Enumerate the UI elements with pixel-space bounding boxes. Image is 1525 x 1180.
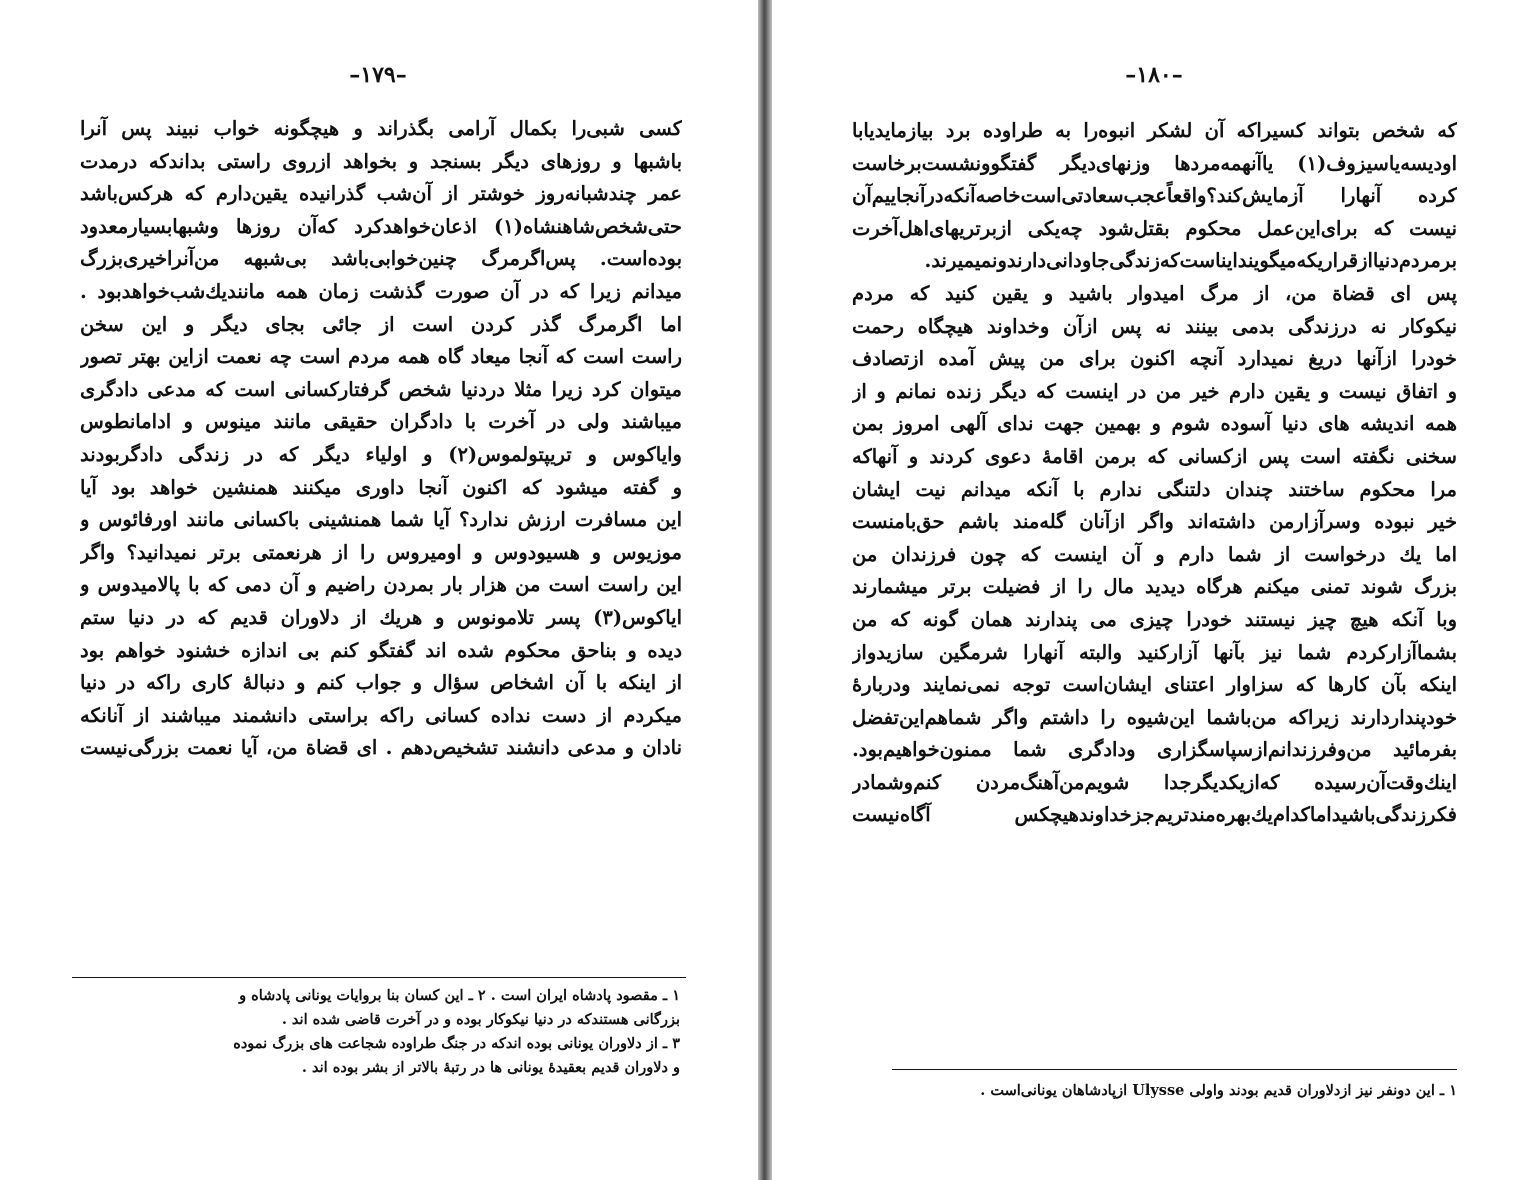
text-line: نادان و مدعی دانشند تشخیص‌دهم . ای قضاة من، آیا نعمت بزرگی‌نیست: [80, 736, 682, 760]
text-line: باشبها و روزهای دیگر بسنجد و بخواهد ازروی راستی بداندکه درمدت: [80, 149, 682, 173]
text-line: پس ای قضاة من، از مرگ امیدوار باشید و یقین کنید که مردم: [852, 281, 1457, 305]
text-line: و گفته میشود که اکنون آنجا داوری میکنند همنشین خواهد بود آیا: [80, 475, 682, 499]
page-body-text: [852, 115, 1457, 832]
footnote-line: ۱ ـ این دونفر نیز ازدلاوران قدیم بودند واولی Ulysse ازپادشاهان یونانی‌است .: [980, 1082, 1457, 1099]
text-line: خودرا ازآنها دریغ نمیدارد آنچه اکنون برای من پیش آمده ازتصادف: [852, 347, 1457, 371]
text-line: دیده و بناحق محکوم شده اند گفتگو کنم بی اندازه خشنود خواهم بود: [80, 638, 682, 662]
text-line: وبا آنکه هیچ چیز نیستند خودرا چیزی می پندارند همان گونه که من: [852, 607, 1457, 631]
text-line: اودیسه‌یاسیزوف(۱) یاآنهمه‌مردها وزنهای‌دیگر گفتگوونشست‌برخاست: [852, 151, 1457, 175]
text-line: بوده‌است. پس‌اگر‌مرگ چنین‌خوابی‌باشد بی‌شبهه من‌آنراخیری‌بزرگ: [80, 247, 682, 271]
page-number: –۱۷۹–: [349, 62, 407, 88]
text-line: ایاکوس(۳) پسر تلامونوس و هریك از دلاوران قدیم که در دنیا ستم: [80, 605, 682, 629]
text-line: اما اگر‌مرگ گذر کردن است از جائی بجای دیگر و این سخن: [80, 312, 682, 336]
text-line: این راست است من هزار بار بمردن راضیم و آن دمی که با پالامیدوس و: [80, 573, 682, 597]
book-gutter: [758, 0, 772, 1180]
footnote-rule: [72, 977, 686, 978]
text-line: مرا محکوم ساختند چندان دلتنگی ندارم با آنکه میدانم نیت ایشان: [852, 477, 1457, 501]
text-line: عمر چندشبانه‌روز خوشتر از آن‌شب گذرانیده یقین‌دارم که هرکس‌باشد: [80, 182, 682, 206]
text-line: کسی شبی‌را بکمال آرامی بگذراند و هیچگونه خواب نبیند پس آنرا: [80, 117, 682, 140]
text-line: بفرمائید من‌وفرزندانم‌ازسپاسگزاری ودادگری شما ممنون‌خواهیم‌بود.: [852, 738, 1457, 762]
text-line: موزیوس و هسیودوس و اومیروس را از هرنعمتی برتر نمیدانید؟ واگر: [80, 540, 682, 564]
text-line: فکرزندگی‌باشیداماکدام‌یك‌بهره‌مندتریم‌جزخداوندهیچکس آگاه‌نیست: [852, 803, 1457, 827]
text-line: راست است که آنجا میعاد گاه همه مردم است چه نعمت ازاین بهتر تصور: [80, 345, 682, 369]
text-line: نیست که برای‌این‌عمل محکوم بقتل‌شود چه‌یکی ازبرتریهای‌اهل‌آخرت: [852, 216, 1457, 240]
text-line: اینکه بآن کارها که سزاوار اعتنای ایشان‌است توجه نمی‌نمایند ودربارهٔ: [852, 673, 1457, 697]
footnotes: [80, 984, 680, 1080]
text-line: بزرگ شوند تمنی میکنم هرگاه دیدید مال را از فضیلت برتر میشمارند: [852, 575, 1457, 599]
page-number: –۱۸۰–: [1125, 62, 1183, 88]
text-line: میتوان کرد زیرا مثلا دردنیا شخص گرفتارکسانی است که مدعی دادگری: [80, 377, 682, 401]
text-line: که شخص بتواند کسیراکه آن لشکر انبوه‌را به طراوده برد بیازماید‌یابا: [852, 119, 1457, 142]
footnote-line: بزرگانی هستندکه در دنیا نیکوکار بوده و در آخرت قاضی شده اند .: [281, 1011, 680, 1028]
text-line: این مسافرت ارزش ندارد؟ آیا شما همنشینی باکسانی مانند اورفائوس و: [80, 508, 682, 532]
text-line: سخنی نگفته است پس ازکسانی که برمن اقامهٔ دعوی کردند و آنهاکه: [852, 444, 1457, 468]
page-body-text: [80, 113, 682, 765]
footnotes: [852, 1079, 1457, 1103]
text-line: اینك‌وقت‌آن‌رسیده که‌ازیکدیگرجدا شویم‌من‌آهنگ‌مردن کنم‌وشمادر: [852, 770, 1457, 794]
footnote-line: و دلاوران قدیم بعقیدهٔ یونانی ها در رتبهٔ بالاتر از بشر بوده اند .: [301, 1059, 680, 1076]
text-line: کرده آنهارا آزمایش‌کند؟واقعاًعجب‌سعادتی‌است‌خاصه‌آنکه‌درآنجاییم‌آن: [852, 184, 1457, 208]
footnote-rule: [892, 1069, 1457, 1070]
left-page: [0, 0, 758, 1180]
text-line: نیکوکار نه درزندگی بدمی بینند نه پس ازآن وخداوند هیچگاه رحمت: [852, 314, 1457, 338]
footnote-line: ۳ ـ از دلاوران یونانی بوده اندکه در جنگ طراوده شجاعت های بزرگ نموده: [233, 1035, 680, 1052]
text-line: خودپنداردارند زیراکه من‌باشما این‌شیوه را داشتم واگر شماهم‌این‌تفضل: [852, 705, 1457, 729]
right-page: [772, 0, 1525, 1180]
text-line: حتی‌شخص‌شاهنشاه(۱) اذعان‌خواهد‌کرد که‌آن روزها وشبهابسیارمعدود: [80, 214, 682, 238]
footnote-line: ۱ ـ مقصود پادشاه ایران است . ۲ ـ این کسان بنا بروایات یونانی پادشاه و: [239, 987, 680, 1004]
text-line: میکردم از دست نداده کسانی راکه براستی دانشمند میباشند از آنانکه: [80, 703, 682, 727]
text-line: از اینکه با آن اشخاص سؤال و جواب کنم و دنبالهٔ کاری راکه در دنیا: [80, 671, 682, 695]
text-line: همه اندیشه های دنیا آسوده شوم و بهمین جهت ندای آلهی امروز بمن: [852, 412, 1457, 436]
text-line: وایاکوس و تریپتولموس(۲) و اولیاء دیگر که در زندگی دادگربودند: [80, 442, 682, 466]
text-line: و اتفاق نیست و یقین دارم خیر من در اینست که دیگر زنده نمانم و از: [852, 379, 1457, 403]
text-line: میدانم زیرا که در آن صورت گذشت زمان همه مانندیك‌شب‌خواهدبود .: [80, 279, 682, 303]
text-line: میباشند ولی در آخرت با دادگران حقیقی مانند مینوس و ادامانطوس: [80, 410, 682, 434]
text-line: خیر نبوده وسرآزارمن داشته‌اند واگر ازآنان گله‌مند باشم حق‌بامنست: [852, 510, 1457, 534]
text-line: بشماآزارکردم شما نیز بآنها آزارکنید والبته آنهارا شرمگین سازیدواز: [852, 640, 1457, 664]
text-line: اما یك درخواست از شما دارم و آن اینست که چون فرزندان من: [852, 542, 1457, 566]
text-line: برمردم‌دنیاازقراریکه‌میگویندایناست‌که‌زندگی‌جاودانی‌دارندونمیمیرند.: [924, 249, 1457, 273]
